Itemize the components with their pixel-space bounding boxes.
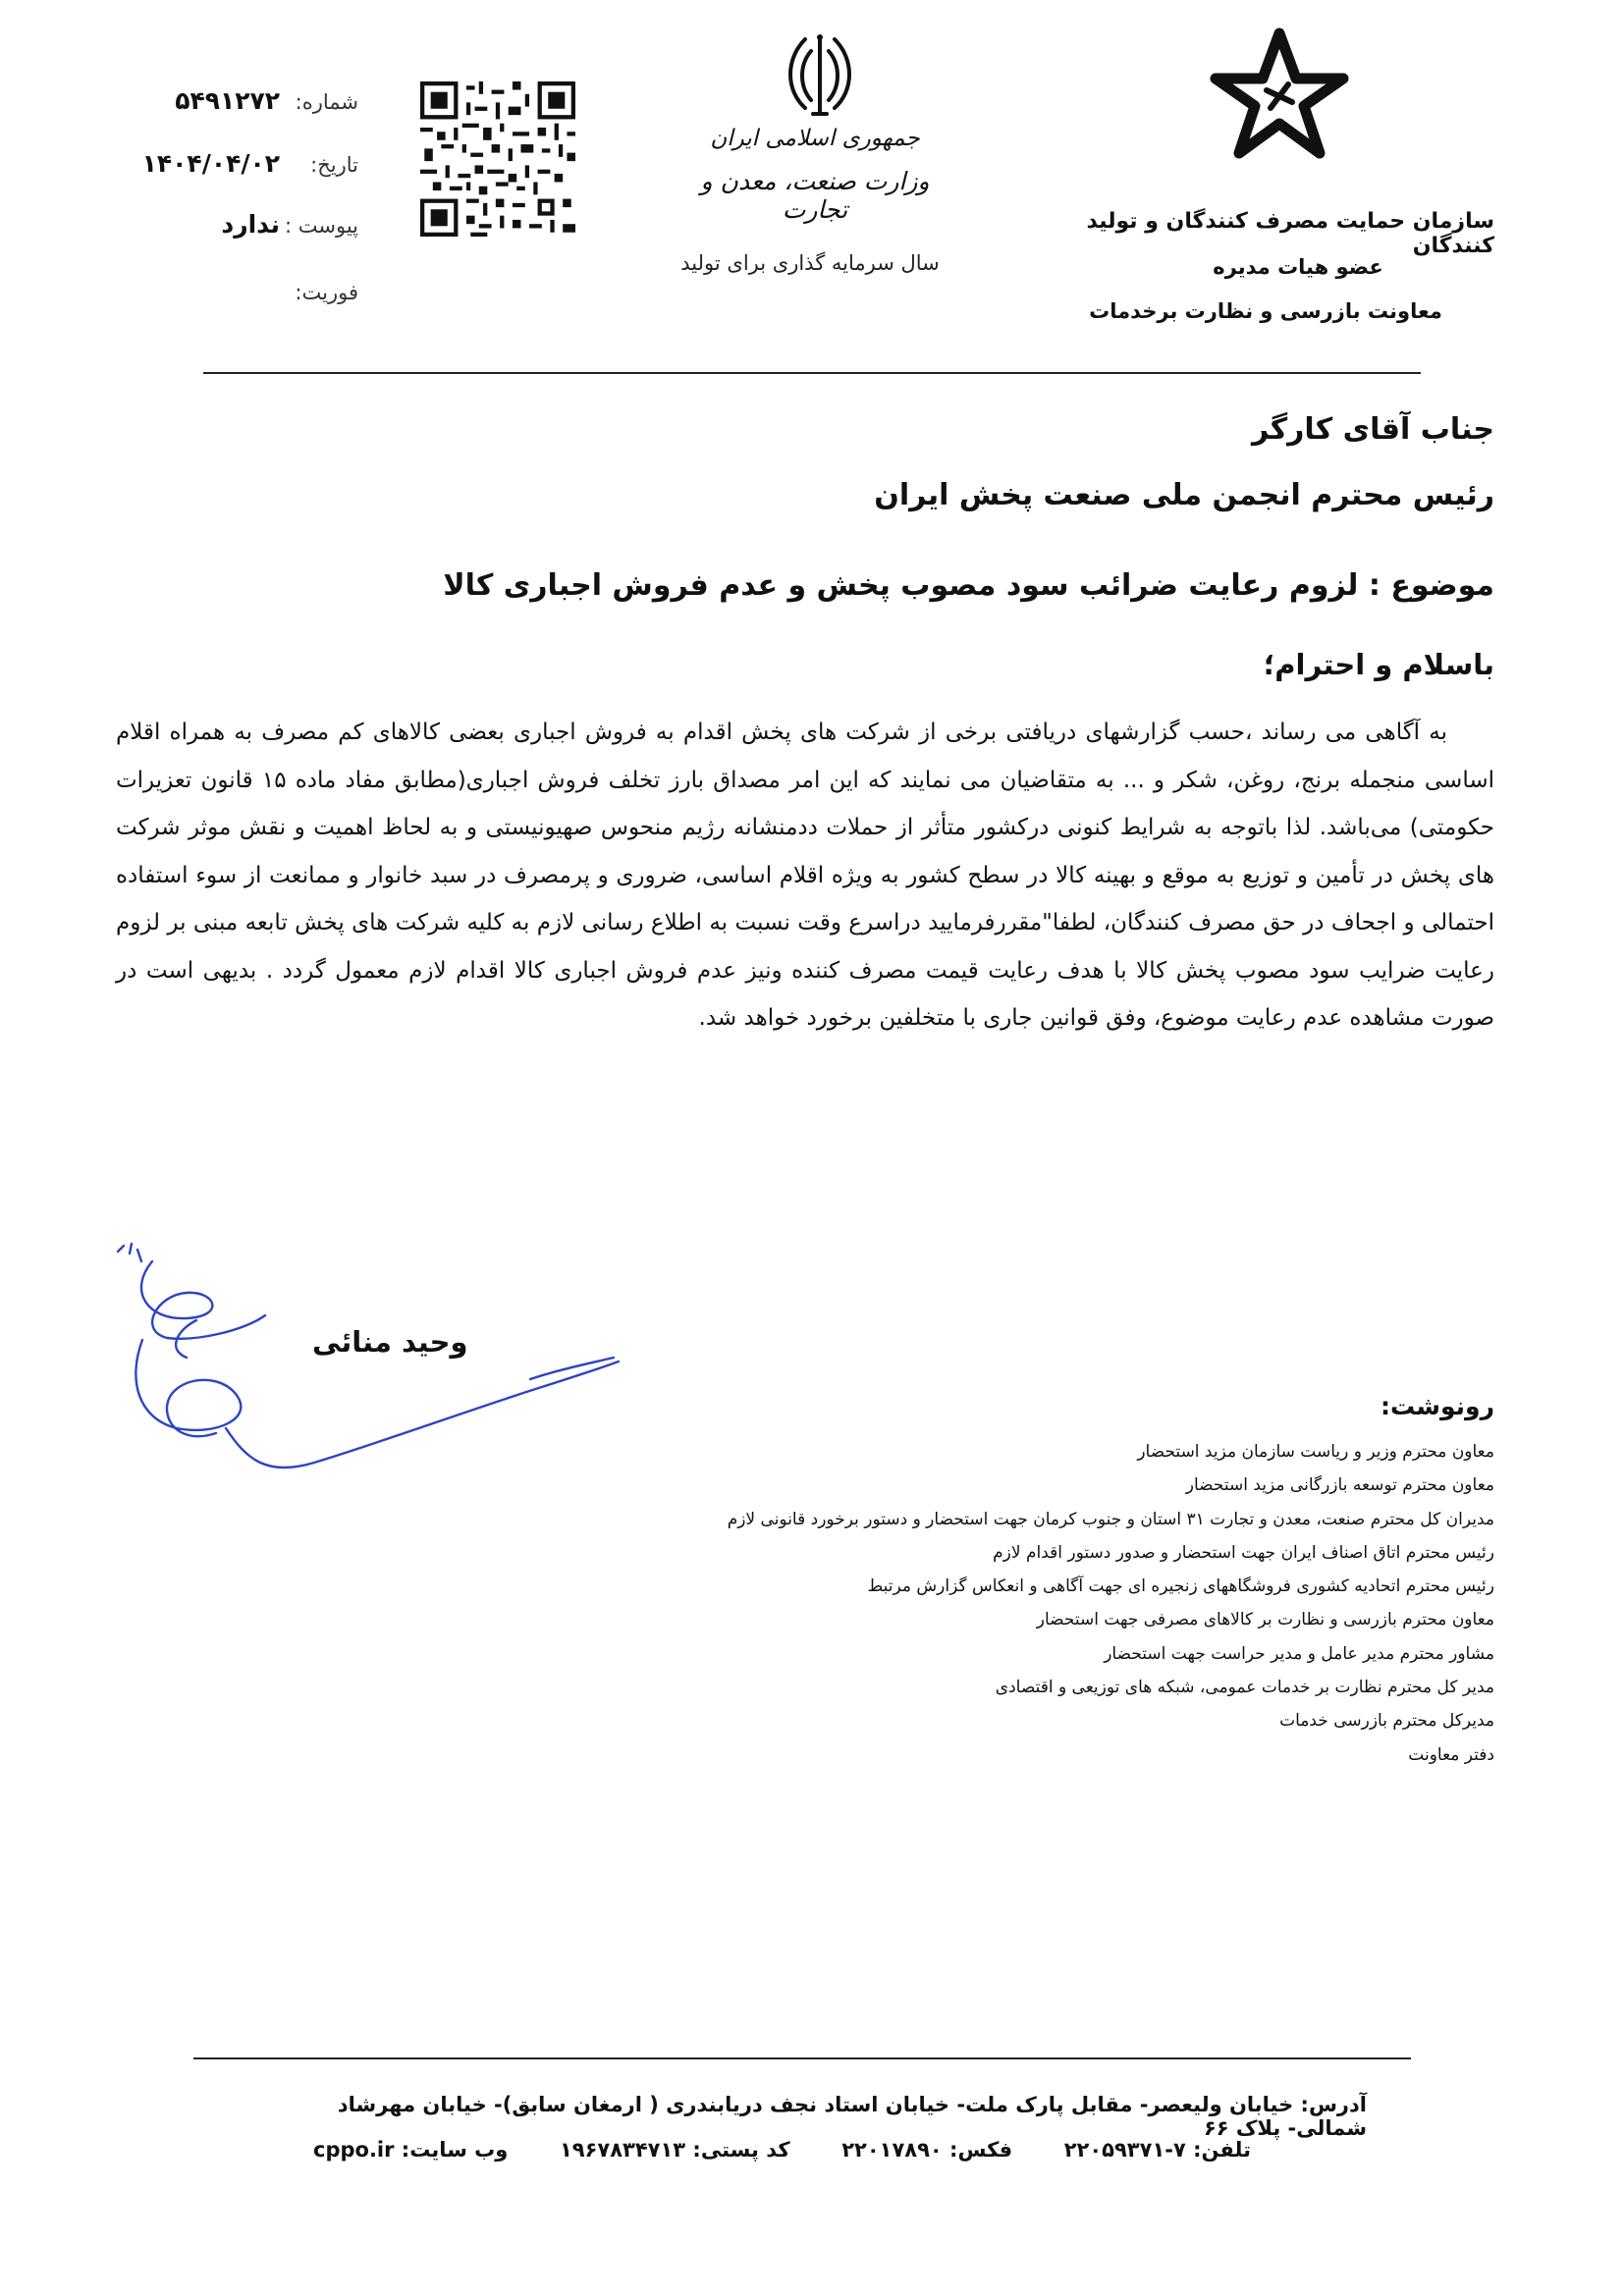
cc-item: مدیر کل محترم نظارت بر خدمات عمومی، شبکه های توزیعی و اقتصادی — [995, 1678, 1494, 1698]
addressee-title: رئیس محترم انجمن ملی صنعت پخش ایران — [874, 478, 1494, 512]
footer-postal: کد پستی: ۱۹۶۷۸۳۴۷۱۳ — [559, 2138, 790, 2162]
urgency-label: فوریت: — [295, 281, 358, 304]
footer-fax: فکس: ۲۲۰۱۷۸۹۰ — [841, 2138, 1013, 2162]
org-board: عضو هیات مدیره — [1213, 255, 1383, 279]
cc-item: مدیران کل محترم صنعت، معدن و تجارت ۳۱ استان و جنوب کرمان جهت استحضار و دستور برخورد قانونی لازم — [727, 1509, 1494, 1529]
cc-title: رونوشت: — [1380, 1392, 1494, 1420]
cc-item: مشاور محترم مدیر عامل و مدیر حراست جهت استحضار — [1104, 1643, 1494, 1664]
cc-item: رئیس محترم اتاق اصناف ایران جهت استحضار و صدور دستور اقدام لازم — [993, 1542, 1494, 1563]
date-label: تاریخ: — [310, 153, 358, 177]
letter-subject: موضوع : لزوم رعایت ضرائب سود مصوب پخش و عدم فروش اجباری کالا — [443, 568, 1494, 603]
republic-line: جمهوری اسلامی ایران — [710, 126, 920, 151]
org-deputy: معاونت بازرسی و نظارت برخدمات — [1089, 299, 1442, 323]
cc-item: دفتر معاونت — [1408, 1744, 1494, 1765]
header-divider — [203, 372, 1421, 374]
footer-address: آدرس: خیابان ولیعصر- مقابل پارک ملت- خیابان استاد نجف دریابندری ( ارمغان سابق)- خیابان مهرشاد شمالی- پلاک ۶۶ — [337, 2093, 1367, 2140]
letter-number — [118, 86, 358, 126]
footer-phone: تلفن: ۷-۲۲۰۵۹۳۷۱ — [1063, 2138, 1251, 2162]
year-slogan: سال سرمایه گذاری برای تولید — [680, 251, 940, 275]
footer-divider — [193, 2057, 1411, 2059]
cc-item: معاون محترم بازرسی و نظارت بر کالاهای مصرفی جهت استحضار — [1036, 1610, 1494, 1630]
addressee-name: جناب آقای کارگر — [1252, 412, 1494, 447]
letter-body — [116, 709, 1494, 1042]
body-text: به آگاهی می رساند ،حسب گزارشهای دریافتی برخی از شرکت های پخش اقدام به فروش اجباری بعضی کالاهای کم مصرف به همراه اقلام اساسی منجمله برنج، روغن، شکر و ... به متقاضیان می نمایند که این امر مصداق بارز تخلف فروش اجباری(مطابق مفاد ماده ۱۵ قانون تعزیرات حکومتی) می‌باشد. لذا باتوجه به شرایط کنونی درکشور متأثر از حملات ددمنشانه رژیم منحوس صهیونیستی و به لحاظ اهمیت و نقش موثر شرکت های پخش در تأمین و توزیع به موقع و بهینه کالا در سطح کشور به ویژه اقلام اساسی، ضروری و پرمصرف در سبد خانوار و ممانعت از سوء استفاده احتمالی و اجحاف در حق مصرف کنندگان، لطفا"مقررفرمایید دراسرع وقت نسبت به اطلاع رسانی لازم به کلیه شرکت های پخش تابعه مبنی بر لزوم رعایت ضرایب سود مصوب پخش کالا با هدف رعایت قیمت مصرف کننده ونیز عدم فروش اجباری کالا اقدام لازم معمول گردد . بدیهی است در صورت مشاهده عدم رعایت موضوع، وفق قوانین جاری با متخلفین برخورد خواهد شد. — [116, 720, 1494, 1031]
cc-item: مدیرکل محترم بازرسی خدمات — [1279, 1711, 1494, 1732]
attachment-value: ندارد — [221, 210, 280, 239]
cc-item: معاون محترم توسعه بازرگانی مزید استحضار — [1185, 1475, 1494, 1496]
letter-date — [118, 149, 358, 188]
number-label: شماره: — [295, 90, 358, 114]
letter-urgency — [118, 277, 358, 316]
letter-attachment — [118, 210, 358, 249]
footer-website[interactable]: وب سایت: cppo.ir — [313, 2138, 509, 2162]
attachment-label: پیوست : — [285, 214, 358, 238]
footer-contacts — [313, 2138, 1251, 2162]
greeting: باسلام و احترام؛ — [1263, 648, 1494, 681]
number-value: ۵۴۹۱۲۷۲ — [175, 86, 280, 115]
date-value: ۱۴۰۴/۰۴/۰۲ — [141, 149, 280, 178]
cc-item: معاون محترم وزیر و ریاست سازمان مزید استحضار — [1137, 1442, 1494, 1462]
cc-list — [513, 1435, 1494, 1772]
org-name: سازمان حمایت مصرف کنندگان و تولید کنندگان — [1086, 209, 1494, 258]
organization-logo-icon — [1206, 22, 1353, 169]
ministry-line: وزارت صنعت، معدن و تجارت — [700, 167, 930, 224]
iran-emblem-icon — [776, 29, 864, 123]
qr-code-icon — [420, 80, 575, 238]
cc-item: رئیس محترم اتحادیه کشوری فروشگاههای زنجیره ای جهت آگاهی و انعکاس گزارش مرتبط — [867, 1576, 1494, 1597]
signer-name: وحید منائی — [312, 1325, 468, 1359]
